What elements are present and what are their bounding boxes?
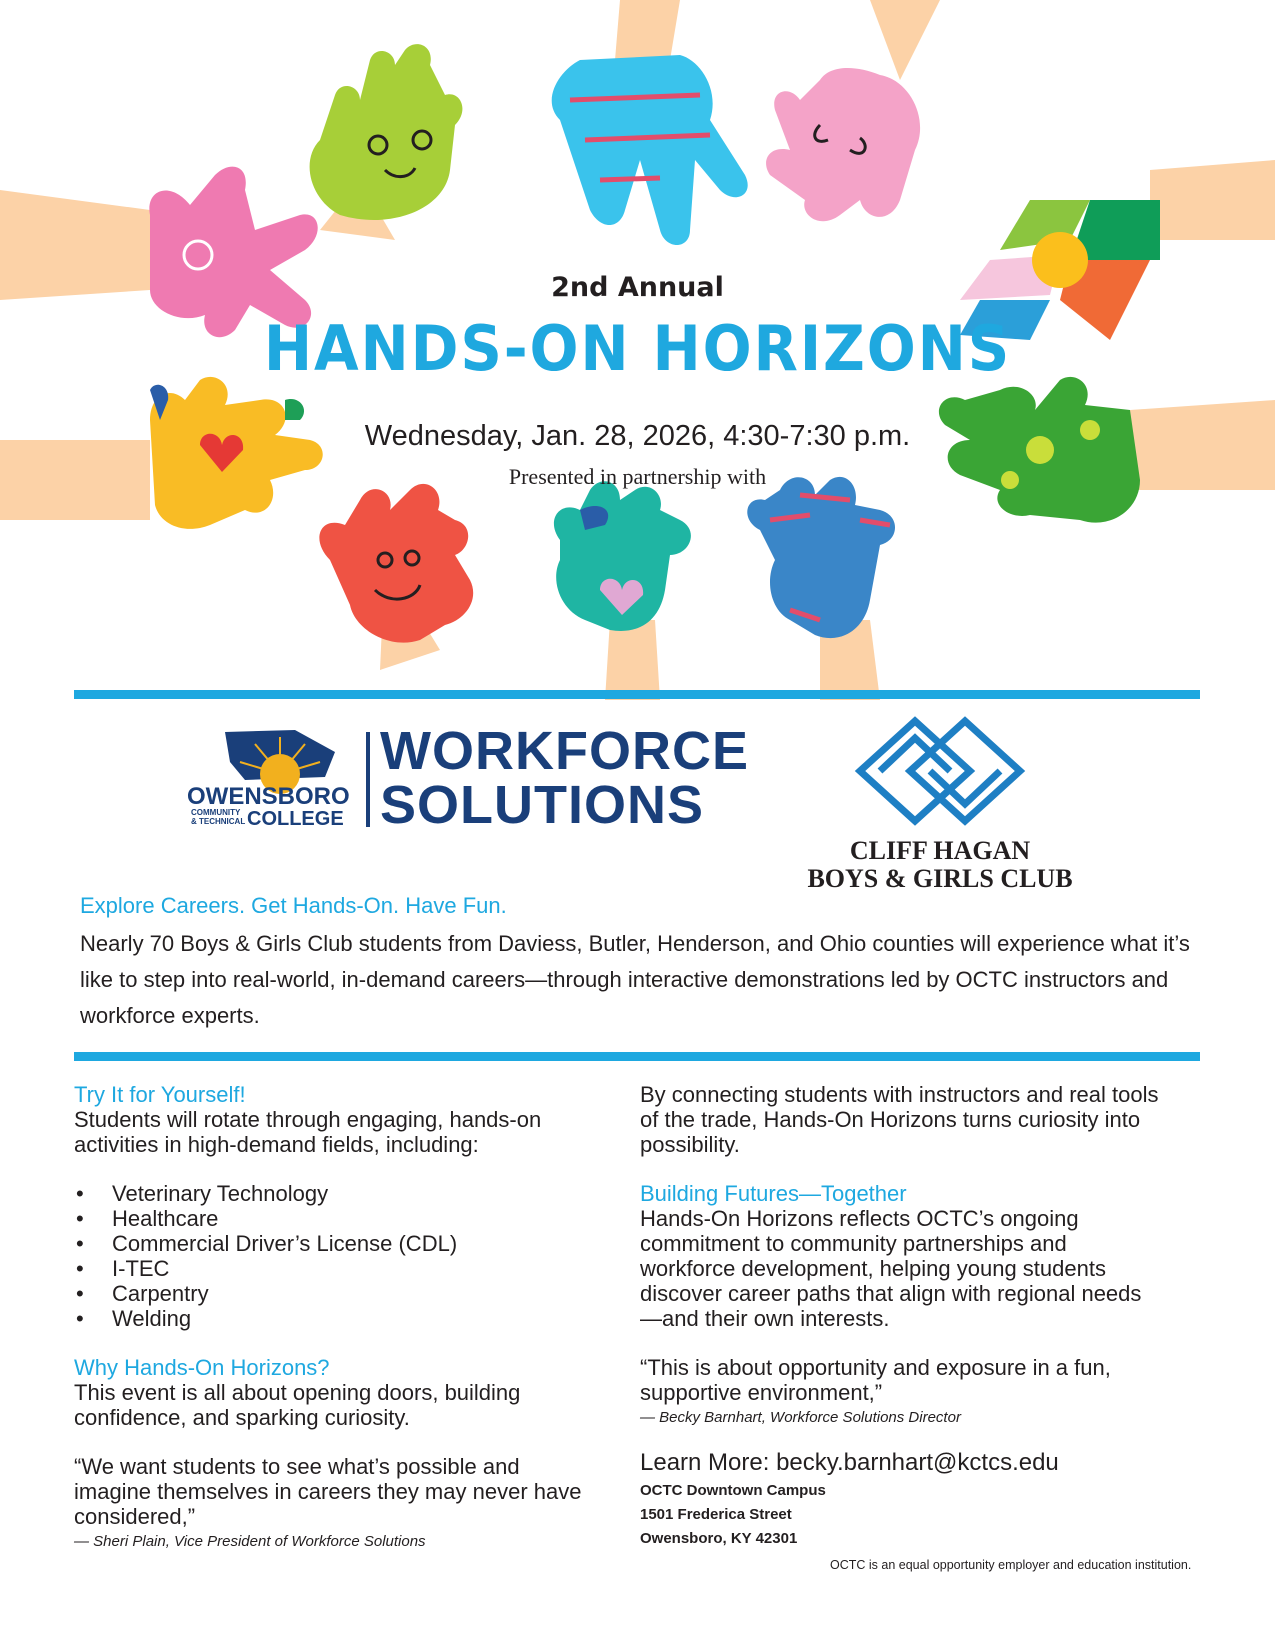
event-date: Wednesday, Jan. 28, 2026, 4:30-7:30 p.m. (364, 420, 911, 452)
event-title: HANDS-ON HORIZONS (263, 312, 1012, 385)
divider-rule-bottom (74, 1052, 1200, 1061)
connect-body: By connecting students with instructors and real tools of the trade, Hands-On Horizons turns curiosity into possibility. (640, 1082, 1159, 1157)
campus-city: Owensboro, KY 42301 (640, 1530, 798, 1547)
quote-plain: “We want students to see what’s possible and imagine themselves in careers they may never have considered,” (74, 1454, 582, 1529)
bgc-line2: BOYS & GIRLS CLUB (807, 864, 1073, 893)
octc-line2a: COMMUNITY (191, 808, 241, 817)
list-item: • Healthcare (74, 1206, 594, 1231)
logo-separator (366, 732, 370, 827)
campus-street: 1501 Frederica Street (640, 1506, 792, 1523)
try-body: Students will rotate through engaging, hands-on activities in high-demand fields, including: (74, 1107, 542, 1157)
fields-list (74, 1181, 594, 1331)
annual-label: 2nd Annual (551, 272, 724, 303)
learn-more: Learn More: becky.barnhart@kctcs.edu (640, 1449, 1059, 1476)
why-heading: Why Hands-On Horizons? (74, 1355, 330, 1380)
pink-face-hand (766, 0, 940, 221)
intro-body: Nearly 70 Boys & Girls Club students from Daviess, Butler, Henderson, and Ohio counties will experience what it’s like to step into real-world, in-demand careers—through interactive demonstrations led by OCTC instructors and workforce experts. (80, 931, 1190, 1028)
octc-logo (185, 722, 385, 834)
boys-girls-club-logo (850, 716, 1030, 836)
octc-line1: OWENSBORO (187, 783, 350, 810)
intro-heading: Explore Careers. Get Hands-On. Have Fun. (80, 893, 507, 918)
list-item: • Carpentry (74, 1281, 594, 1306)
campus-name: OCTC Downtown Campus (640, 1482, 826, 1499)
try-heading: Try It for Yourself! (74, 1082, 246, 1107)
list-item: • Commercial Driver’s License (CDL) (74, 1231, 594, 1256)
blue-striped-hand (747, 477, 895, 700)
bgc-line1: CLIFF HAGAN (849, 836, 1031, 865)
divider-rule-top (74, 690, 1200, 699)
list-item: • I-TEC (74, 1256, 594, 1281)
partnership-line: Presented in partnership with (508, 464, 767, 489)
futures-body: Hands-On Horizons reflects OCTC’s ongoing commitment to community partnerships and workforce development, helping young students discover career paths that align with regional needs—and their own interests. (640, 1206, 1142, 1331)
quote-barnhart: “This is about opportunity and exposure in a fun, supportive environment,” (640, 1355, 1111, 1405)
octc-line2b: & TECHNICAL (191, 817, 246, 826)
octc-line3: COLLEGE (247, 808, 344, 830)
workforce-line2: SOLUTIONS (380, 775, 705, 835)
left-column (74, 1082, 594, 1554)
eo-statement: OCTC is an equal opportunity employer and education institution. (830, 1558, 1192, 1572)
list-item: • Veterinary Technology (74, 1181, 594, 1206)
list-item: • Welding (74, 1306, 594, 1331)
red-face-hand (319, 484, 473, 670)
green-face-hand (310, 44, 463, 240)
teal-heart-hand (554, 481, 691, 700)
quote-barnhart-cite: — Becky Barnhart, Workforce Solutions Director (640, 1409, 961, 1426)
futures-heading: Building Futures—Together (640, 1181, 907, 1206)
right-column (640, 1082, 1160, 1551)
quote-plain-cite: — Sheri Plain, Vice President of Workforce Solutions (74, 1533, 426, 1550)
striped-blue-hand (552, 0, 748, 245)
workforce-line1: WORKFORCE (380, 721, 749, 781)
why-body: This event is all about opening doors, building confidence, and sparking curiosity. (74, 1380, 521, 1430)
